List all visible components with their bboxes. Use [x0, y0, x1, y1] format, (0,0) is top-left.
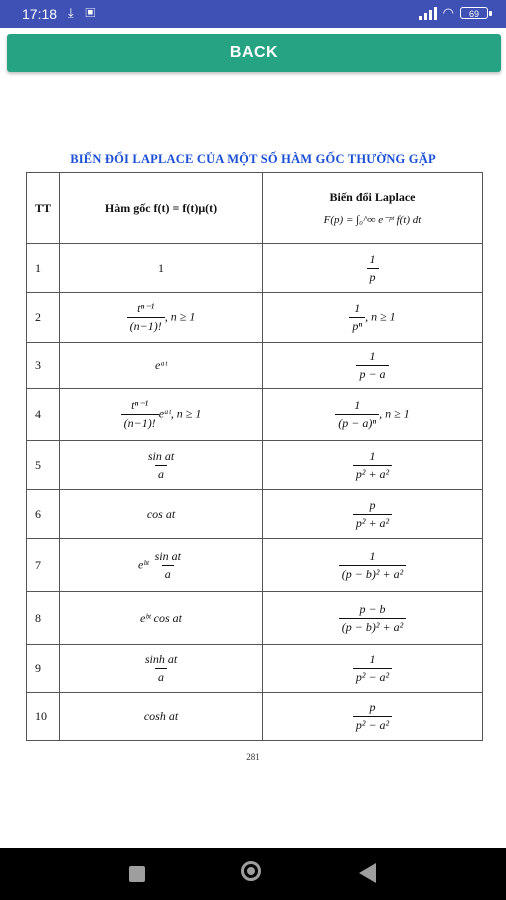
transform-cell	[263, 693, 483, 741]
fraction-numerator: 1	[369, 349, 376, 363]
fraction-denominator: pⁿ	[349, 317, 365, 334]
fraction-denominator: (n−1)!	[121, 414, 159, 431]
original-function: eᵃᵗ	[154, 358, 168, 372]
recents-icon[interactable]	[129, 866, 145, 882]
table-header-row	[27, 173, 483, 244]
fraction-denominator: p − a	[356, 365, 388, 382]
transform-cell	[263, 244, 483, 293]
document-title: BIẾN ĐỔI LAPLACE CỦA MỘT SỐ HÀM GỐC THƯỜNG GẶP	[70, 152, 436, 166]
table-row	[27, 389, 483, 441]
table-row	[27, 693, 483, 741]
row-number: 4	[27, 389, 60, 441]
status-time: 17:18	[22, 6, 58, 22]
header-transform-formula: F(p) = ∫₀^∞ e⁻ᵖᵗ f(t) dt	[323, 214, 422, 226]
fraction-numerator: tⁿ⁻¹	[131, 398, 149, 412]
transform-fraction	[353, 449, 392, 482]
original-tail: eᵃᵗ, n ≥ 1	[158, 406, 202, 421]
fraction-numerator: sinh at	[144, 652, 178, 666]
table-row	[27, 539, 483, 592]
original-fraction	[142, 652, 180, 685]
table-row	[27, 244, 483, 293]
original-fraction	[152, 549, 184, 582]
header-original: Hàm gốc f(t) = f(t)μ(t)	[60, 173, 263, 244]
transform-cell	[263, 539, 483, 592]
original-cell	[60, 693, 263, 741]
transform-cell	[263, 645, 483, 693]
fraction-numerator: p	[369, 700, 376, 714]
fraction-numerator: 1	[369, 548, 376, 563]
transform-cell	[263, 293, 483, 343]
table-row	[27, 490, 483, 539]
fraction-denominator: p² + a²	[353, 465, 392, 482]
header-transform-title: Biến đổi Laplace	[329, 190, 416, 204]
row-number: 8	[27, 592, 60, 645]
row-number: 2	[27, 293, 60, 343]
notification-icons: ⤓ ▣	[68, 5, 100, 20]
condition: , n ≥ 1	[365, 309, 396, 324]
home-icon[interactable]	[241, 861, 261, 881]
transform-fraction	[353, 700, 392, 733]
original-cell	[60, 244, 263, 293]
fraction-denominator: a	[155, 668, 167, 685]
fraction-numerator: 1	[369, 251, 376, 266]
fraction-numerator: 1	[354, 301, 361, 315]
fraction-denominator: (p − a)ⁿ	[335, 414, 379, 431]
transform-fraction	[335, 398, 379, 431]
row-number: 10	[27, 693, 60, 741]
original-cell	[60, 293, 263, 343]
signal-icon	[419, 7, 437, 20]
transform-fraction	[353, 652, 392, 685]
battery-icon: 69	[460, 7, 488, 19]
transform-fraction	[339, 602, 406, 635]
fraction-numerator: 1	[369, 448, 376, 463]
transform-fraction	[356, 349, 388, 382]
fraction-denominator: p² − a²	[353, 668, 392, 685]
table-row	[27, 343, 483, 389]
navigation-bar	[0, 848, 506, 900]
fraction-numerator: p	[369, 497, 376, 512]
back-button[interactable]: BACK	[7, 34, 501, 72]
condition: , n ≥ 1	[164, 309, 196, 324]
fraction-denominator: (p − b)² + a²	[339, 565, 406, 582]
original-function: 1	[158, 260, 164, 275]
fraction-numerator: sin at	[154, 548, 181, 563]
original-fraction	[145, 449, 177, 482]
original-fraction	[127, 301, 165, 334]
transform-cell	[263, 490, 483, 539]
original-cell	[60, 343, 263, 389]
transform-cell	[263, 592, 483, 645]
original-cell	[60, 539, 263, 592]
original-cell	[60, 389, 263, 441]
original-function: eᵇᵗ cos at	[140, 610, 182, 625]
fraction-numerator: sin at	[147, 448, 175, 463]
fraction-denominator: p² − a²	[353, 716, 392, 733]
row-number: 6	[27, 490, 60, 539]
table-row	[27, 293, 483, 343]
back-triangle-icon[interactable]	[359, 863, 376, 883]
original-cell	[60, 645, 263, 693]
fraction-denominator: p	[367, 268, 379, 285]
condition: , n ≥ 1	[379, 406, 410, 421]
fraction-denominator: a	[162, 565, 174, 582]
table-row	[27, 645, 483, 693]
laplace-table	[26, 172, 483, 741]
row-number: 9	[27, 645, 60, 693]
wifi-icon: ◠	[442, 5, 454, 20]
header-transform	[263, 173, 483, 244]
fraction-numerator: tⁿ⁻¹	[137, 301, 155, 315]
fraction-denominator: (p − b)² + a²	[339, 618, 406, 635]
transform-cell	[263, 389, 483, 441]
transform-fraction	[339, 549, 406, 582]
row-number: 5	[27, 441, 60, 490]
status-bar	[0, 0, 506, 28]
fraction-denominator: p² + a²	[353, 514, 392, 531]
header-tt: TT	[27, 173, 60, 244]
transform-fraction	[353, 498, 392, 531]
status-right-icons	[419, 5, 488, 21]
row-number: 7	[27, 539, 60, 592]
row-number: 1	[27, 244, 60, 293]
table-row	[27, 441, 483, 490]
table-row	[27, 592, 483, 645]
fraction-numerator: p − b	[359, 601, 386, 616]
fraction-denominator: (n−1)!	[127, 317, 165, 334]
page-number: 281	[246, 752, 260, 762]
original-fraction	[121, 398, 159, 431]
transform-cell	[263, 441, 483, 490]
fraction-denominator: a	[155, 465, 167, 482]
original-prefix: eᵇᵗ	[138, 556, 149, 571]
original-function: cos at	[146, 506, 176, 521]
transform-fraction	[349, 301, 365, 334]
original-cell	[60, 592, 263, 645]
transform-fraction	[367, 252, 379, 285]
row-number: 3	[27, 343, 60, 389]
fraction-numerator: 1	[369, 652, 376, 666]
original-cell	[60, 441, 263, 490]
fraction-numerator: 1	[354, 398, 361, 412]
original-cell	[60, 490, 263, 539]
transform-cell	[263, 343, 483, 389]
original-function: cosh at	[143, 709, 179, 723]
